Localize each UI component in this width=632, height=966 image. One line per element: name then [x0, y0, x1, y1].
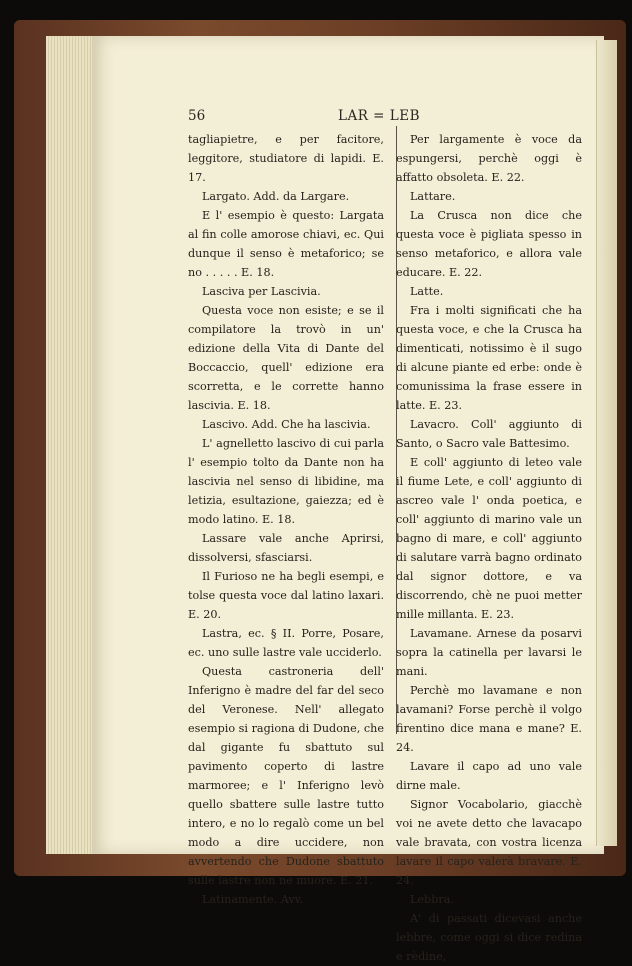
entry-heading: Lascivo. Add. Che ha lascivia. [202, 418, 371, 431]
paragraph: Fra i molti significati che ha questa voce, e che la Crusca ha dimenticati, notissimo è il sugo di alcune piante ed erbe: onde è comunissima la frase essere in latte. E. 23. [396, 304, 582, 412]
paragraph: Il Furioso ne ha begli esempi, e tolse questa voce dal latino laxari. E. 20. [188, 570, 384, 621]
paragraph: E coll' aggiunto di leteo vale il fiume Lete, e coll' aggiunto di ascreo vale l' onda poetica, e coll' aggiunto di marino vale un bagno di mare, e coll' aggiunto di salutare varrà bagno ordinato dal signor dottore, e va discorrendo, chè ne puoi metter mille millanta. E. 23. [396, 456, 582, 621]
entry-heading: Lastra, ec. § II. Porre, Posare, ec. uno sulle lastre vale ucciderlo. [188, 627, 384, 659]
paragraph: La Crusca non dice che questa voce è pigliata spesso in senso metaforico, e allora vale educare. E. 22. [396, 209, 582, 279]
paragraph: A' di passati dicevasi anche lebbre, come oggi si dice redina e rèdine, [396, 912, 582, 963]
entry-heading: Lattare. [410, 190, 456, 203]
entry-heading: Lasciva per Lascivia. [202, 285, 321, 298]
entry-heading: Latinamente. Avv. [202, 893, 304, 906]
page-number: 56 [188, 108, 206, 124]
paragraph: tagliapietre, e per facitore, leggitore, studiatore di lapidi. E. 17. [188, 133, 384, 184]
paragraph: Perchè mo lavamane e non lavamani? Forse perchè il volgo firentino dice mana e mane? E. 24. [396, 684, 582, 754]
paragraph: Per largamente è voce da espungersi, perchè oggi è affatto obsoleta. E. 22. [396, 133, 582, 184]
entry-heading: Lavare il capo ad uno vale dirne male. [396, 760, 582, 792]
paragraph: E l' esempio è questo: Largata al fin colle amorose chiavi, ec. Qui dunque il senso è metaforico; se no . . . . . E. 18. [188, 209, 384, 279]
page-stack-edge [46, 36, 93, 854]
facing-page-edge [596, 40, 617, 846]
entry-heading: Largato. Add. da Largare. [202, 190, 350, 203]
left-column [188, 130, 384, 909]
paragraph: Questa voce non esiste; e se il compilatore la trovò in un' edizione della Vita di Dante del Boccaccio, quell' edizione era scorretta, e le corrette hanno lascivia. E. 18. [188, 304, 384, 412]
paragraph: Signor Vocabolario, giacchè voi ne avete detto che lavacapo vale bravata, con vostra licenza lavare il capo valerà bravare. E. 24. [396, 798, 582, 887]
paragraph: Lassare vale anche Aprirsi, dissolversi, sfasciarsi. [188, 532, 384, 564]
entry-heading: Lavacro. Coll' aggiunto di Santo, o Sacro vale Battesimo. [396, 418, 582, 450]
page-header [0, 108, 632, 128]
right-column [396, 130, 582, 966]
paragraph: L' agnelletto lascivo di cui parla l' esempio tolto da Dante non ha lascivia nel senso di libidine, ma letizia, esultazione, gaiezza; ed è modo latino. E. 18. [188, 437, 384, 526]
entry-heading: Lavamane. Arnese da posarvi sopra la catinella per lavarsi le mani. [396, 627, 582, 678]
entry-heading: Lebbra. [410, 893, 454, 906]
paragraph: Questa castroneria dell' Inferigno è madre del far del seco del Veronese. Nell' allegato esempio si ragiona di Dudone, che dal gigante fu sbattuto sul pavimento coperto di lastre marmoree; e l' Inferigno levò quello sbattere sulle lastre tutto intero, e no lo regalò come un bel modo a dire uccidere, non avvertendo che Dudone sbattuto sulle lastre non ne muore. E. 21. [188, 665, 384, 887]
running-title: LAR = LEB [338, 108, 421, 124]
entry-heading: Latte. [410, 285, 444, 298]
